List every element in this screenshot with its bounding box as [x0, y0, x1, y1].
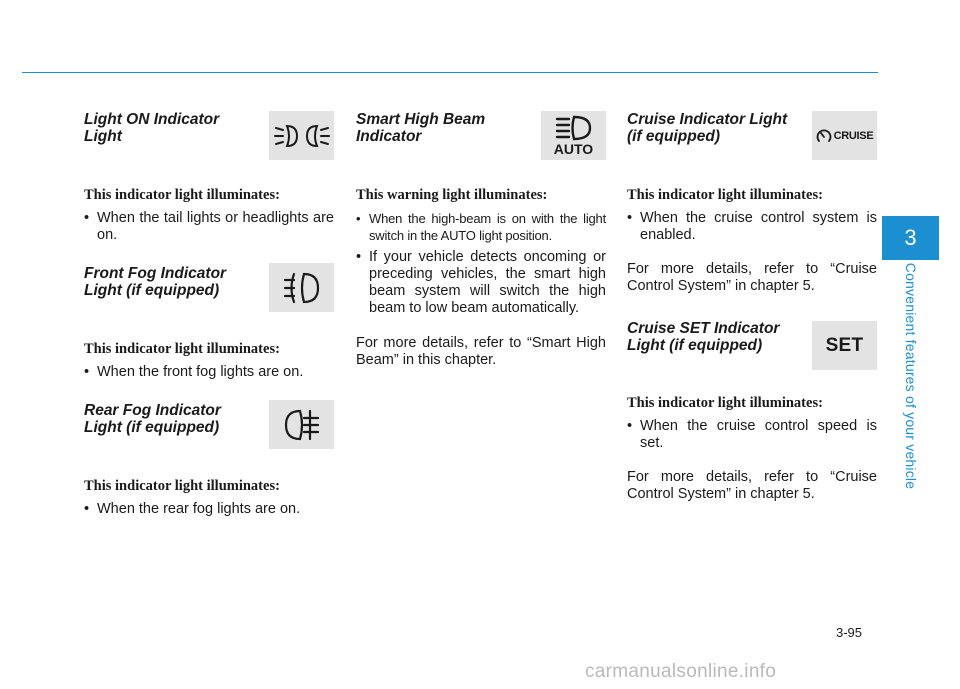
set-label: SET [825, 334, 864, 356]
column-1 [84, 111, 334, 523]
section-lead: This warning light illuminates: [356, 187, 548, 203]
auto-label: AUTO [553, 141, 594, 157]
cruise-icon [812, 111, 877, 160]
top-rule [22, 72, 878, 73]
chapter-label: Convenient features of your vehicle [903, 262, 919, 490]
section-title: Smart High Beam Indicator [356, 111, 486, 145]
watermark: carmanualsonline.info [585, 661, 777, 682]
section-title: Rear Fog Indicator Light (if equipped) [84, 402, 221, 436]
section-light-on [84, 111, 334, 244]
section-lead: This indicator light illuminates: [84, 478, 280, 494]
bullet-item: • When the cruise control speed is set. [627, 418, 877, 452]
section-rear-fog [84, 402, 334, 518]
smart-high-beam-auto-icon [541, 111, 606, 160]
page-number: 3-95 [836, 625, 863, 640]
section-lead: This indicator light illuminates: [84, 187, 280, 203]
section-title: Front Fog Indicator Light (if equipped) [84, 265, 227, 299]
section-note: For more details, refer to “Cruise Control System” in chapter 5. [627, 469, 877, 502]
bullet-item: • When the tail lights or headlights are on. [84, 210, 334, 244]
section-title: Light ON Indicator Light [84, 111, 220, 145]
section-title: Cruise Indicator Light (if equipped) [627, 111, 788, 145]
section-cruise-set [627, 320, 877, 503]
section-lead: This indicator light illuminates: [627, 395, 823, 411]
column-2 [356, 111, 606, 369]
section-front-fog [84, 265, 334, 381]
bullet-item: • If your vehicle detects oncoming or preceding vehicles, the smart high beam system will switch the high beam to low beam automatically. [356, 249, 606, 317]
high-beam-icon [554, 115, 594, 141]
column-3 [627, 111, 877, 503]
chapter-tab: 3 [882, 216, 939, 260]
section-note: For more details, refer to “Cruise Control System” in chapter 5. [627, 261, 877, 294]
bullet-item: • When the cruise control system is enabled. [627, 210, 877, 244]
speedometer-icon [816, 128, 832, 144]
section-note: For more details, refer to “Smart High Beam” in this chapter. [356, 335, 606, 368]
light-on-icon [269, 111, 334, 160]
cruise-label: CRUISE [833, 129, 874, 142]
section-smart-high-beam [356, 111, 606, 369]
rear-fog-icon [269, 400, 334, 449]
section-title: Cruise SET Indicator Light (if equipped) [627, 320, 780, 354]
section-lead: This indicator light illuminates: [627, 187, 823, 203]
section-lead: This indicator light illuminates: [84, 341, 280, 357]
front-fog-icon [269, 263, 334, 312]
bullet-item: • When the rear fog lights are on. [84, 501, 334, 518]
section-cruise [627, 111, 877, 295]
bullet-item: • When the high-beam is on with the light switch in the AUTO light position. [356, 210, 606, 244]
bullet-item: • When the front fog lights are on. [84, 364, 334, 381]
cruise-set-icon [812, 321, 877, 370]
